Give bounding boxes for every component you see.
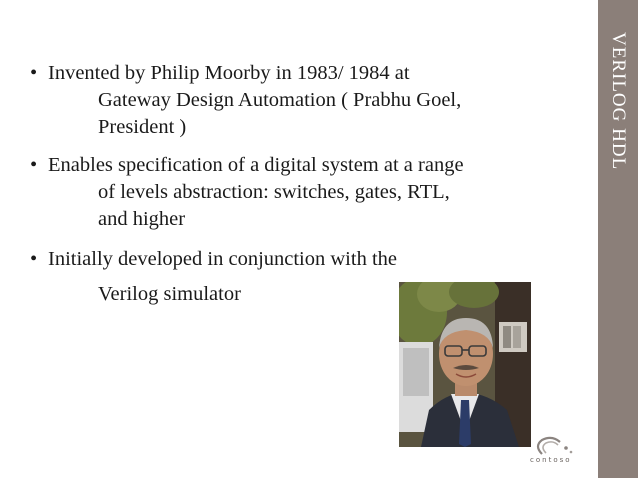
bullet-line: Verilog simulator (98, 283, 241, 305)
bullet-line: of levels abstraction: switches, gates, RTL, (98, 181, 450, 203)
bullet-line: Invented by Philip Moorby in 1983/ 1984 at (48, 62, 410, 84)
portrait-illustration (399, 282, 531, 447)
bullet-line: Gateway Design Automation ( Prabhu Goel, (98, 89, 462, 111)
logo-text: contoso (530, 456, 572, 464)
bullet-marker: • (30, 154, 38, 176)
bullet-marker: • (30, 248, 38, 270)
bullet-line: President ) (98, 116, 187, 138)
bullet-line: Enables specification of a digital system at a range (48, 154, 464, 176)
swirl-logo-mark (528, 436, 580, 458)
bullet-marker: • (30, 62, 38, 84)
portrait-photo (399, 282, 531, 447)
side-title: VERILOG HDL (608, 32, 629, 171)
bullet-line: Initially developed in conjunction with the (48, 248, 397, 270)
bullet-item-3 (30, 246, 397, 308)
side-title-band (598, 0, 638, 478)
contoso-logo (528, 436, 580, 470)
bullet-line: and higher (98, 208, 186, 230)
bullet-item-2 (30, 152, 464, 233)
bullet-item-1 (30, 60, 461, 141)
